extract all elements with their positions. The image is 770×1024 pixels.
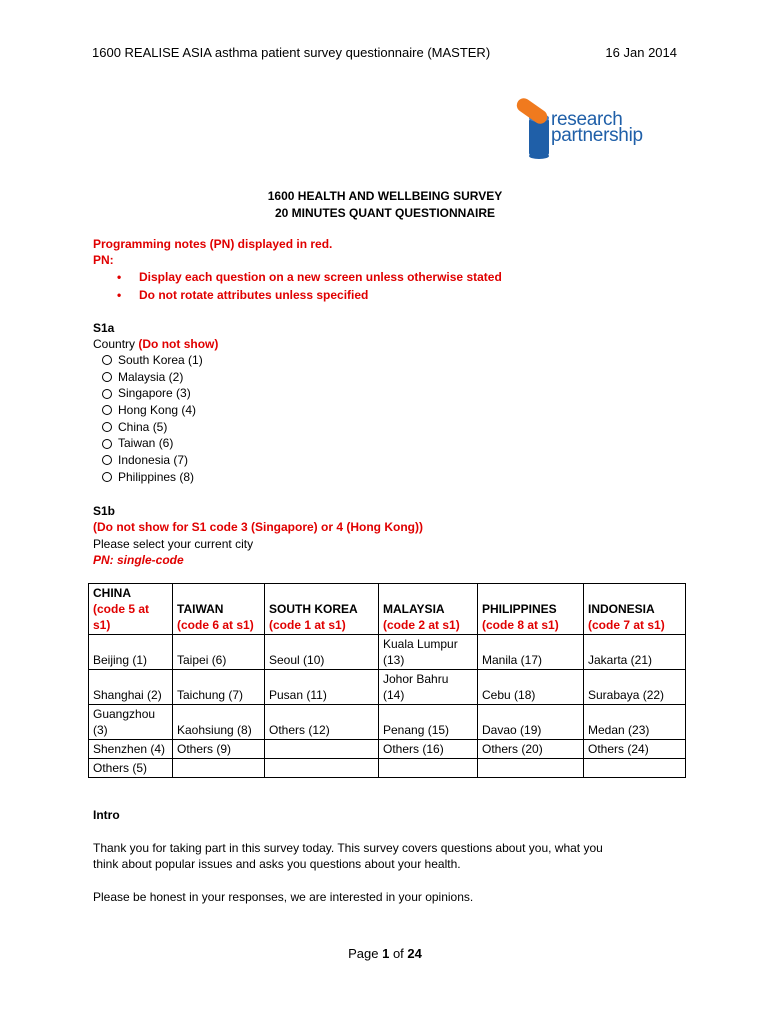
header-south-korea: SOUTH KOREA (code 1 at s1) (265, 584, 379, 635)
s1a-options (102, 352, 203, 486)
document-header-title: 1600 REALISE ASIA asthma patient survey questionnaire (MASTER) (92, 45, 491, 60)
table-cell: Taipei (6) (173, 635, 265, 670)
pn-bullet: • Do not rotate attributes unless specified (93, 286, 502, 304)
header-philippines: PHILIPPINES (code 8 at s1) (478, 584, 584, 635)
table-cell: Others (20) (478, 740, 584, 759)
table-cell (584, 759, 686, 778)
option-taiwan[interactable] (102, 435, 203, 452)
intro-paragraph-2: Please be honest in your responses, we are interested in your opinions. (93, 890, 474, 904)
s1a-question (93, 336, 218, 352)
city-table (88, 583, 686, 778)
s1b-id: S1b (93, 504, 116, 518)
option-label: Taiwan (6) (118, 436, 174, 451)
logo-text-research: research (551, 109, 623, 130)
table-cell: Seoul (10) (265, 635, 379, 670)
table-row (89, 705, 686, 740)
document-header-date: 16 Jan 2014 (605, 45, 677, 60)
table-cell: Medan (23) (584, 705, 686, 740)
table-cell: Kuala Lumpur (13) (379, 635, 478, 670)
s1a-id: S1a (93, 321, 115, 335)
table-cell: Others (16) (379, 740, 478, 759)
option-hong-kong[interactable] (102, 402, 203, 419)
radio-icon[interactable] (102, 439, 112, 449)
logo-text-partnership: partnership (551, 125, 643, 146)
option-indonesia[interactable] (102, 452, 203, 469)
table-cell: Jakarta (21) (584, 635, 686, 670)
option-label: Hong Kong (4) (118, 403, 197, 418)
survey-subtitle: 20 MINUTES QUANT QUESTIONNAIRE (274, 206, 496, 220)
option-label: Singapore (3) (118, 386, 191, 401)
table-cell (265, 759, 379, 778)
pn-intro: Programming notes (PN) displayed in red. (93, 237, 333, 251)
survey-title: 1600 HEALTH AND WELLBEING SURVEY (267, 189, 503, 203)
table-row (89, 635, 686, 670)
header-taiwan: TAIWAN (code 6 at s1) (173, 584, 265, 635)
city-table-header (89, 584, 686, 635)
option-label: Malaysia (2) (118, 369, 184, 384)
radio-icon[interactable] (102, 389, 112, 399)
option-label: Indonesia (7) (118, 453, 189, 468)
table-cell: Cebu (18) (478, 670, 584, 705)
table-row (89, 740, 686, 759)
s1b-note: (Do not show for S1 code 3 (Singapore) or 4 (Hong Kong)) (93, 520, 423, 534)
radio-icon[interactable] (102, 372, 112, 382)
s1b-pn: PN: single-code (93, 553, 184, 567)
total-pages: 24 (407, 946, 422, 961)
option-south-korea[interactable] (102, 352, 203, 369)
table-cell: Others (12) (265, 705, 379, 740)
s1a-question-text: Country (93, 337, 136, 351)
research-partnership-logo (515, 98, 675, 160)
table-cell: Others (9) (173, 740, 265, 759)
radio-icon[interactable] (102, 422, 112, 432)
logo-capsule-icon (515, 98, 555, 160)
pn-label: PN: (93, 253, 114, 267)
header-china: CHINA (code 5 at s1) (89, 584, 173, 635)
option-label: China (5) (118, 419, 168, 434)
table-cell: Pusan (11) (265, 670, 379, 705)
radio-icon[interactable] (102, 455, 112, 465)
table-cell: Others (5) (89, 759, 173, 778)
table-cell: Taichung (7) (173, 670, 265, 705)
table-cell (265, 740, 379, 759)
table-cell: Manila (17) (478, 635, 584, 670)
table-cell (478, 759, 584, 778)
table-row (89, 759, 686, 778)
table-cell (379, 759, 478, 778)
intro-paragraph-line: Thank you for taking part in this survey today. This survey covers questions about you, what you (93, 841, 603, 855)
page-number (0, 946, 770, 961)
option-label: Philippines (8) (118, 469, 195, 484)
table-cell: Kaohsiung (8) (173, 705, 265, 740)
page-of: of (389, 946, 408, 961)
option-singapore[interactable] (102, 385, 203, 402)
radio-icon[interactable] (102, 355, 112, 365)
table-cell: Shenzhen (4) (89, 740, 173, 759)
table-row (89, 670, 686, 705)
table-cell: Guangzhou (3) (89, 705, 173, 740)
option-label: South Korea (1) (118, 353, 203, 367)
option-malaysia[interactable] (102, 369, 203, 386)
current-page: 1 (382, 946, 390, 961)
table-cell: Davao (19) (478, 705, 584, 740)
s1a-note: (Do not show) (138, 337, 219, 351)
header-indonesia: INDONESIA (code 7 at s1) (584, 584, 686, 635)
pn-bullet-list (93, 268, 502, 304)
table-cell: Others (24) (584, 740, 686, 759)
pn-bullet: • Display each question on a new screen unless otherwise stated (93, 268, 502, 286)
option-china[interactable] (102, 419, 203, 436)
table-cell: Shanghai (2) (89, 670, 173, 705)
radio-icon[interactable] (102, 472, 112, 482)
table-cell: Johor Bahru (14) (379, 670, 478, 705)
intro-heading: Intro (93, 808, 120, 822)
radio-icon[interactable] (102, 405, 112, 415)
intro-paragraph-line: think about popular issues and asks you questions about your health. (93, 857, 461, 871)
page-prefix: Page (348, 946, 383, 961)
header-malaysia: MALAYSIA (code 2 at s1) (379, 584, 478, 635)
table-cell: Penang (15) (379, 705, 478, 740)
option-philippines[interactable] (102, 469, 203, 486)
table-cell (173, 759, 265, 778)
s1b-question: Please select your current city (93, 537, 254, 551)
table-cell: Beijing (1) (89, 635, 173, 670)
table-cell: Surabaya (22) (584, 670, 686, 705)
